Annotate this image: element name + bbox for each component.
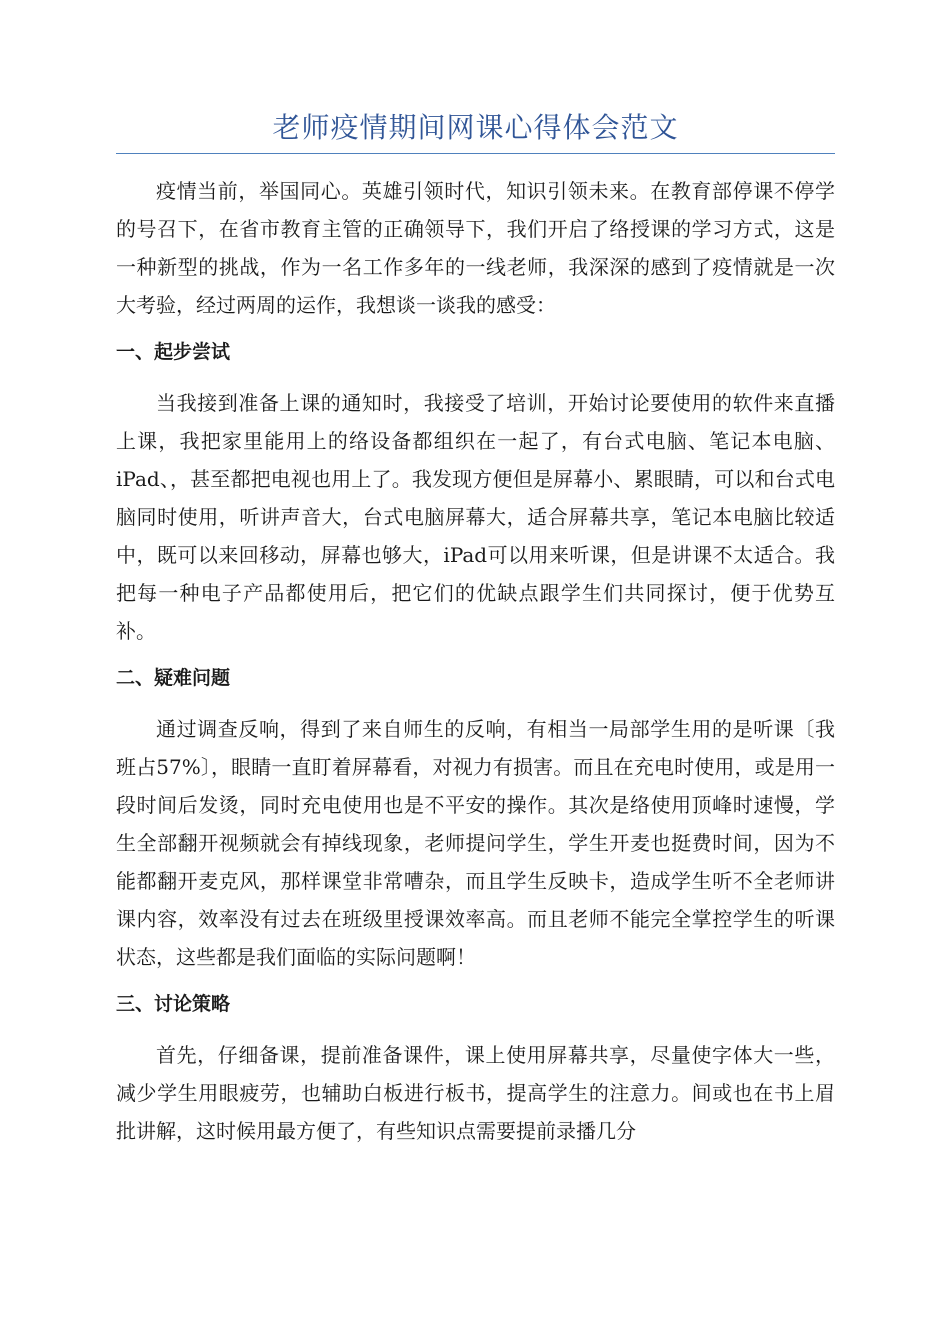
section-heading-1: 一、起步尝试 (116, 341, 231, 363)
section-3-paragraph: 首先，仔细备课，提前准备课件，课上使用屏幕共享，尽量使字体大一些，减少学生用眼疲劳，也辅助白板进行板书，提高学生的注意力。间或也在书上眉批讲解，这时候用最方便了，有些知识点需要提前录播几分 (116, 1043, 835, 1143)
section-heading-3: 三、讨论策略 (116, 993, 231, 1015)
title-underline (116, 153, 835, 154)
section-heading-2: 二、疑难问题 (116, 667, 231, 689)
intro-paragraph: 疫情当前，举国同心。英雄引领时代，知识引领未来。在教育部停课不停学的号召下，在省市教育主管的正确领导下，我们开启了络授课的学习方式，这是一种新型的挑战，作为一名工作多年的一线老师，我深深的感到了疫情就是一次大考验，经过两周的运作，我想谈一谈我的感受： (116, 179, 835, 317)
document-title: 老师疫情期间网课心得体会范文 (272, 111, 679, 144)
section-2-paragraph: 通过调查反响，得到了来自师生的反响，有相当一局部学生用的是听课〔我班占57%〕，眼睛一直盯着屏幕看，对视力有损害。而且在充电时使用，或是用一段时间后发烫，同时充电使用也是不平安的操作。其次是络使用顶峰时速慢，学生全部翻开视频就会有掉线现象，老师提问学生，学生开麦也挺费时间，因为不能都翻开麦克风，那样课堂非常嘈杂，而且学生反映卡，造成学生听不全老师讲课内容，效率没有过去在班级里授课效率高。而且老师不能完全掌控学生的听课状态，这些都是我们面临的实际问题啊！ (116, 717, 835, 969)
document-body (116, 172, 835, 1150)
section-1-paragraph: 当我接到准备上课的通知时，我接受了培训，开始讨论要使用的软件来直播上课，我把家里能用上的络设备都组织在一起了，有台式电脑、笔记本电脑、iPad、，甚至都把电视也用上了。我发现方便但是屏幕小、累眼睛，可以和台式电脑同时使用，听讲声音大，台式电脑屏幕大，适合屏幕共享，笔记本电脑比较适中，既可以来回移动，屏幕也够大，iPad可以用来听课，但是讲课不太适合。我把每一种电子产品都使用后，把它们的优缺点跟学生们共同探讨，便于优势互补。 (116, 391, 835, 643)
